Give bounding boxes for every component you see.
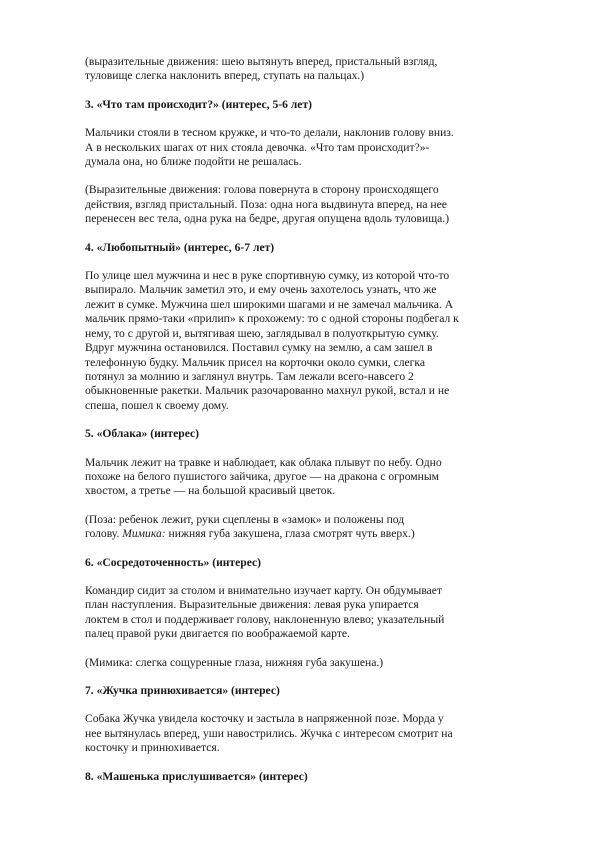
text-line: нее вытянулась вперед, уши навострились. Жучка с интересом смотрит на xyxy=(85,726,453,740)
paragraph-exercise-4-story xyxy=(85,269,555,413)
heading-exercise-8: 8. «Машенька прислушивается» (интерес) xyxy=(85,769,308,783)
text-line: (Выразительные движения: голова повернута в сторону происходящего xyxy=(85,183,439,197)
text-fragment: нижняя губа закушена, глаза смотрят чуть вверх.) xyxy=(165,527,415,541)
text-line: Командир сидит за столом и внимательно изучает карту. Он обдумывает xyxy=(85,583,443,597)
text-line: Вдруг мужчина остановился. Поставил сумку на землю, а сам зашел в xyxy=(85,341,433,355)
paragraph-expressive-movements-intro xyxy=(85,55,555,84)
paragraph-exercise-5-pose xyxy=(85,513,555,542)
paragraph-exercise-3-story xyxy=(85,126,555,169)
text-line: хвостом, а третье — на большой красивый цветок. xyxy=(85,484,336,498)
text-line: план наступления. Выразительные движения: левая рука упирается xyxy=(85,598,419,612)
text-line: спеша, пошел к своему дому. xyxy=(85,398,229,412)
text-line: перенесен вес тела, одна рука на бедре, другая опущена вдоль туловища.) xyxy=(85,212,450,226)
text-fragment: голову. xyxy=(85,527,123,541)
text-line: Собака Жучка увидела косточку и застыла в напряженной позе. Морда у xyxy=(85,712,444,726)
heading-exercise-4: 4. «Любопытный» (интерес, 6-7 лет) xyxy=(85,240,275,254)
text-line: Мальчики стояли в тесном кружке, и что-то делали, наклонив голову вниз. xyxy=(85,126,454,140)
text-line: похоже на белого пушистого зайчика, другое — на дракона с огромным xyxy=(85,469,439,483)
text-line: косточку и принюхивается. xyxy=(85,741,220,755)
text-line: лежит в сумке. Мужчина шел широкими шагами и не замечал мальчика. А xyxy=(85,297,454,311)
text-line: Мальчик лежит на травке и наблюдает, как облака плывут по небу. Одно xyxy=(85,455,442,469)
paragraph-exercise-6-mimika xyxy=(85,656,555,670)
heading-exercise-6: 6. «Сосредоточенность» (интерес) xyxy=(85,555,262,569)
text-line: выпирало. Мальчик заметил это, и ему очень захотелось узнать, что же xyxy=(85,283,437,297)
text-line: телефонную будку. Мальчик присел на корточки около сумки, слегка xyxy=(85,355,426,369)
text-line: А в нескольких шагах от них стояла девочка. «Что там происходит?»- xyxy=(85,140,430,154)
text-line: (выразительные движения: шею вытянуть вперед, пристальный взгляд, xyxy=(85,55,438,68)
text-line: (Мимика: слегка сощуренные глаза, нижняя губа закушена.) xyxy=(85,655,384,669)
text-line: нему, то с другой и, вытягивая шею, заглядывал в полуоткрытую сумку. xyxy=(85,326,439,340)
heading-exercise-5: 5. «Облака» (интерес) xyxy=(85,427,200,441)
heading-exercise-3: 3. «Что там происходит?» (интерес, 5-6 лет) xyxy=(85,97,313,111)
text-line: обыкновенные ракетки. Мальчик разочарованно махнул рукой, встал и не xyxy=(85,384,450,398)
paragraph-exercise-7-story xyxy=(85,712,555,755)
text-line: (Поза: ребенок лежит, руки сцеплены в «замок» и положены под xyxy=(85,512,405,526)
paragraph-exercise-5-story xyxy=(85,456,555,499)
text-line: думала она, но ближе подойти не решалась. xyxy=(85,155,302,169)
text-line: мальчик прямо-таки «прилип» к прохожему: то с одной стороны подбегал к xyxy=(85,312,459,326)
italic-label-mimika: Мимика: xyxy=(122,527,166,541)
paragraph-exercise-3-movements xyxy=(85,183,555,226)
text-line: потянул за молнию и заглянул внутрь. Там лежали всего-навсего 2 xyxy=(85,369,414,383)
heading-exercise-7: 7. «Жучка принюхивается» (интерес) xyxy=(85,684,280,697)
text-line: туловище слегка наклонить вперед, ступать на пальцах.) xyxy=(85,69,365,83)
text-line: палец правой руки двигается по воображаемой карте. xyxy=(85,627,350,641)
text-line: действия, взгляд пристальный. Поза: одна нога выдвинута вперед, на нее xyxy=(85,197,447,211)
paragraph-exercise-6-story xyxy=(85,584,555,642)
text-line: По улице шел мужчина и нес в руке спортивную сумку, из которой что-то xyxy=(85,269,450,283)
text-line xyxy=(85,527,555,541)
text-line: локтем в стол и поддерживает голову, наклоненную влево; указательный xyxy=(85,612,445,626)
